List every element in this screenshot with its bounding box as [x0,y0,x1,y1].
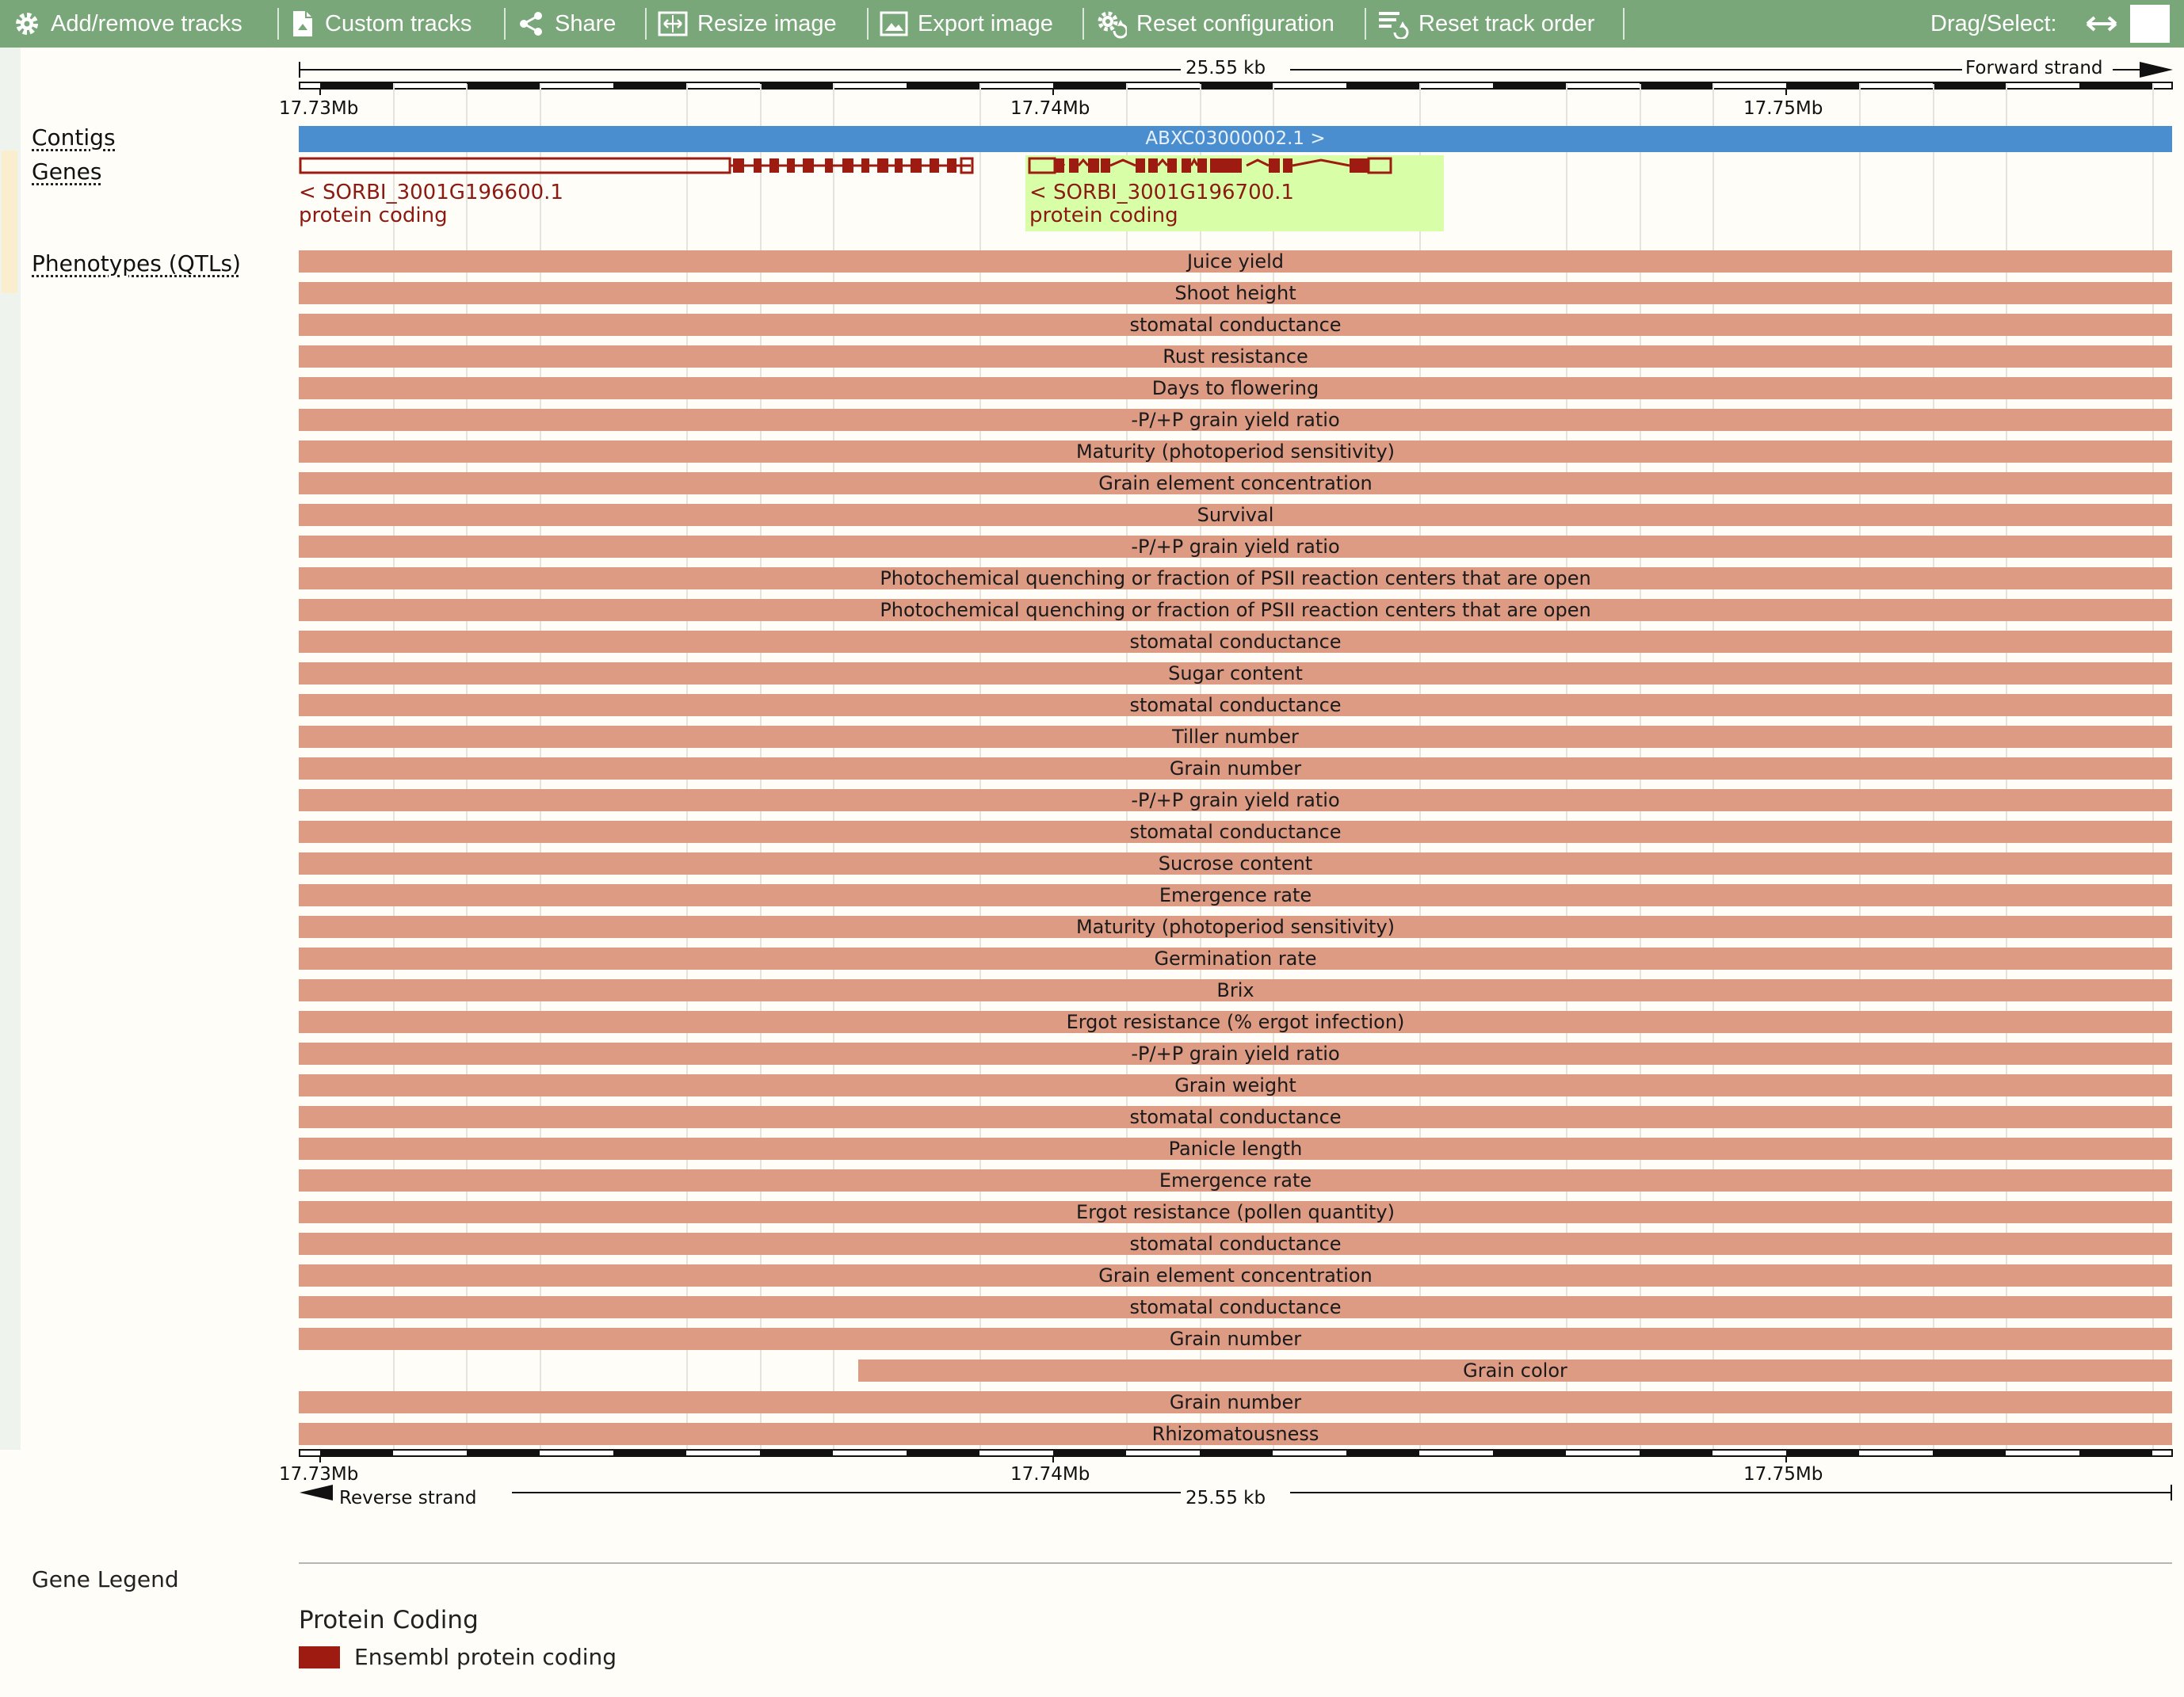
genes-drag-handle[interactable] [2,151,17,293]
toolbar-separator [504,8,506,40]
reset-track-order-button[interactable] [1377,0,1594,48]
export-image-button[interactable] [880,0,1053,48]
custom-tracks-button[interactable] [290,0,472,48]
qtl-feature[interactable]: Ergot resistance (% ergot infection) [299,1011,2172,1033]
qtl-feature[interactable]: -P/+P grain yield ratio [299,409,2172,431]
share-label: Share [555,10,617,36]
toolbar-separator [645,8,647,40]
qtl-feature[interactable]: Panicle length [299,1138,2172,1160]
tick-label-top: 17.73Mb [279,98,359,119]
qtl-feature[interactable]: stomatal conductance [299,314,2172,336]
legend-divider [299,1562,2172,1564]
qtl-feature[interactable]: -P/+P grain yield ratio [299,536,2172,558]
reverse-strand-label: Reverse strand [339,1488,477,1508]
qtl-feature[interactable]: Grain number [299,1328,2172,1350]
upload-file-icon [290,10,315,38]
share-icon [517,10,545,38]
genes-track-label[interactable]: Genes [32,158,102,185]
legend-section-title: Protein Coding [299,1606,479,1634]
qtl-feature[interactable]: Sugar content [299,662,2172,685]
qtl-feature[interactable]: stomatal conductance [299,631,2172,653]
qtl-feature[interactable]: Germination rate [299,948,2172,970]
drag-arrow-icon[interactable] [2084,13,2119,35]
toolbar [0,0,2184,48]
gene-biotype: protein coding [299,204,448,227]
qtl-feature[interactable]: stomatal conductance [299,821,2172,843]
reset-configuration-label: Reset configuration [1136,10,1334,36]
qtl-feature[interactable]: Maturity (photoperiod sensitivity) [299,440,2172,463]
qtl-feature[interactable]: Grain element concentration [299,1264,2172,1287]
custom-tracks-label: Custom tracks [325,10,472,36]
reset-configuration-button[interactable] [1095,0,1334,48]
gene-models[interactable] [299,155,2172,179]
forward-strand-label: Forward strand [1965,58,2103,78]
qtl-feature[interactable]: Grain color [858,1360,2172,1382]
add-remove-tracks-button[interactable] [13,0,242,48]
resize-icon [658,10,688,37]
tick-label-bottom: 17.73Mb [279,1464,359,1485]
qtl-feature[interactable]: Shoot height [299,282,2172,304]
qtl-feature[interactable]: stomatal conductance [299,694,2172,716]
toolbar-separator [1082,8,1084,40]
qtl-feature[interactable]: Rust resistance [299,345,2172,368]
qtl-feature[interactable]: Sucrose content [299,852,2172,875]
reset-track-order-label: Reset track order [1418,10,1595,36]
tick-label-top: 17.75Mb [1743,98,1823,119]
qtl-feature[interactable]: Ergot resistance (pollen quantity) [299,1201,2172,1223]
qtl-feature[interactable]: Grain number [299,1391,2172,1413]
qtl-feature[interactable]: Emergence rate [299,884,2172,906]
qtl-feature[interactable]: Grain number [299,757,2172,780]
qtl-feature[interactable]: stomatal conductance [299,1106,2172,1128]
qtl-feature[interactable]: Juice yield [299,250,2172,273]
image-icon [880,10,908,37]
tick-label-bottom: 17.75Mb [1743,1464,1823,1485]
qtl-feature[interactable]: Grain element concentration [299,472,2172,494]
reset-gear-icon [1095,9,1127,39]
toolbar-separator [1365,8,1366,40]
share-button[interactable] [517,0,616,48]
qtl-feature[interactable]: Maturity (photoperiod sensitivity) [299,916,2172,938]
qtl-feature[interactable]: Emergence rate [299,1169,2172,1192]
qtl-feature[interactable]: Days to flowering [299,377,2172,399]
phenotypes-track-label[interactable]: Phenotypes (QTLs) [32,250,241,276]
resize-image-button[interactable] [658,0,837,48]
gene-legend-title: Gene Legend [32,1566,179,1592]
add-remove-tracks-label: Add/remove tracks [51,10,242,36]
gene-label[interactable] [1029,181,1294,227]
toolbar-separator [277,8,279,40]
qtl-feature[interactable]: Brix [299,979,2172,1001]
tick-label-top: 17.74Mb [1010,98,1090,119]
qtl-feature[interactable]: Rhizomatousness [299,1423,2172,1445]
track-drag-handles[interactable] [0,48,21,1450]
select-mode-toggle[interactable] [2130,5,2170,43]
gene-label[interactable] [299,181,563,227]
toolbar-separator [1623,8,1625,40]
legend-item-label: Ensembl protein coding [354,1644,617,1670]
contigs-track-label[interactable]: Contigs [32,124,116,151]
qtl-feature[interactable]: -P/+P grain yield ratio [299,789,2172,811]
qtl-feature[interactable]: stomatal conductance [299,1296,2172,1318]
qtl-feature[interactable]: -P/+P grain yield ratio [299,1043,2172,1065]
qtl-feature[interactable]: Tiller number [299,726,2172,748]
span-label-bottom: 25.55 kb [1186,1488,1266,1508]
qtl-feature[interactable]: Grain weight [299,1074,2172,1096]
span-label-top: 25.55 kb [1186,58,1266,78]
gene-biotype: protein coding [1029,204,1178,227]
qtl-feature[interactable]: Photochemical quenching or fraction of PSII reaction centers that are open [299,599,2172,621]
resize-image-label: Resize image [697,10,837,36]
gear-icon [13,10,41,38]
qtl-feature[interactable]: stomatal conductance [299,1233,2172,1255]
reorder-icon [1377,9,1409,39]
toolbar-separator [867,8,869,40]
qtl-feature[interactable]: Photochemical quenching or fraction of PSII reaction centers that are open [299,567,2172,589]
export-image-label: Export image [918,10,1053,36]
legend-swatch [299,1646,340,1668]
qtl-feature[interactable]: Survival [299,504,2172,526]
gene-name: < SORBI_3001G196700.1 [1029,181,1294,204]
drag-select-label: Drag/Select: [1930,10,2057,36]
contig-bar[interactable]: ABXC03000002.1 > [299,126,2172,152]
gene-name: < SORBI_3001G196600.1 [299,181,563,204]
tick-label-bottom: 17.74Mb [1010,1464,1090,1485]
